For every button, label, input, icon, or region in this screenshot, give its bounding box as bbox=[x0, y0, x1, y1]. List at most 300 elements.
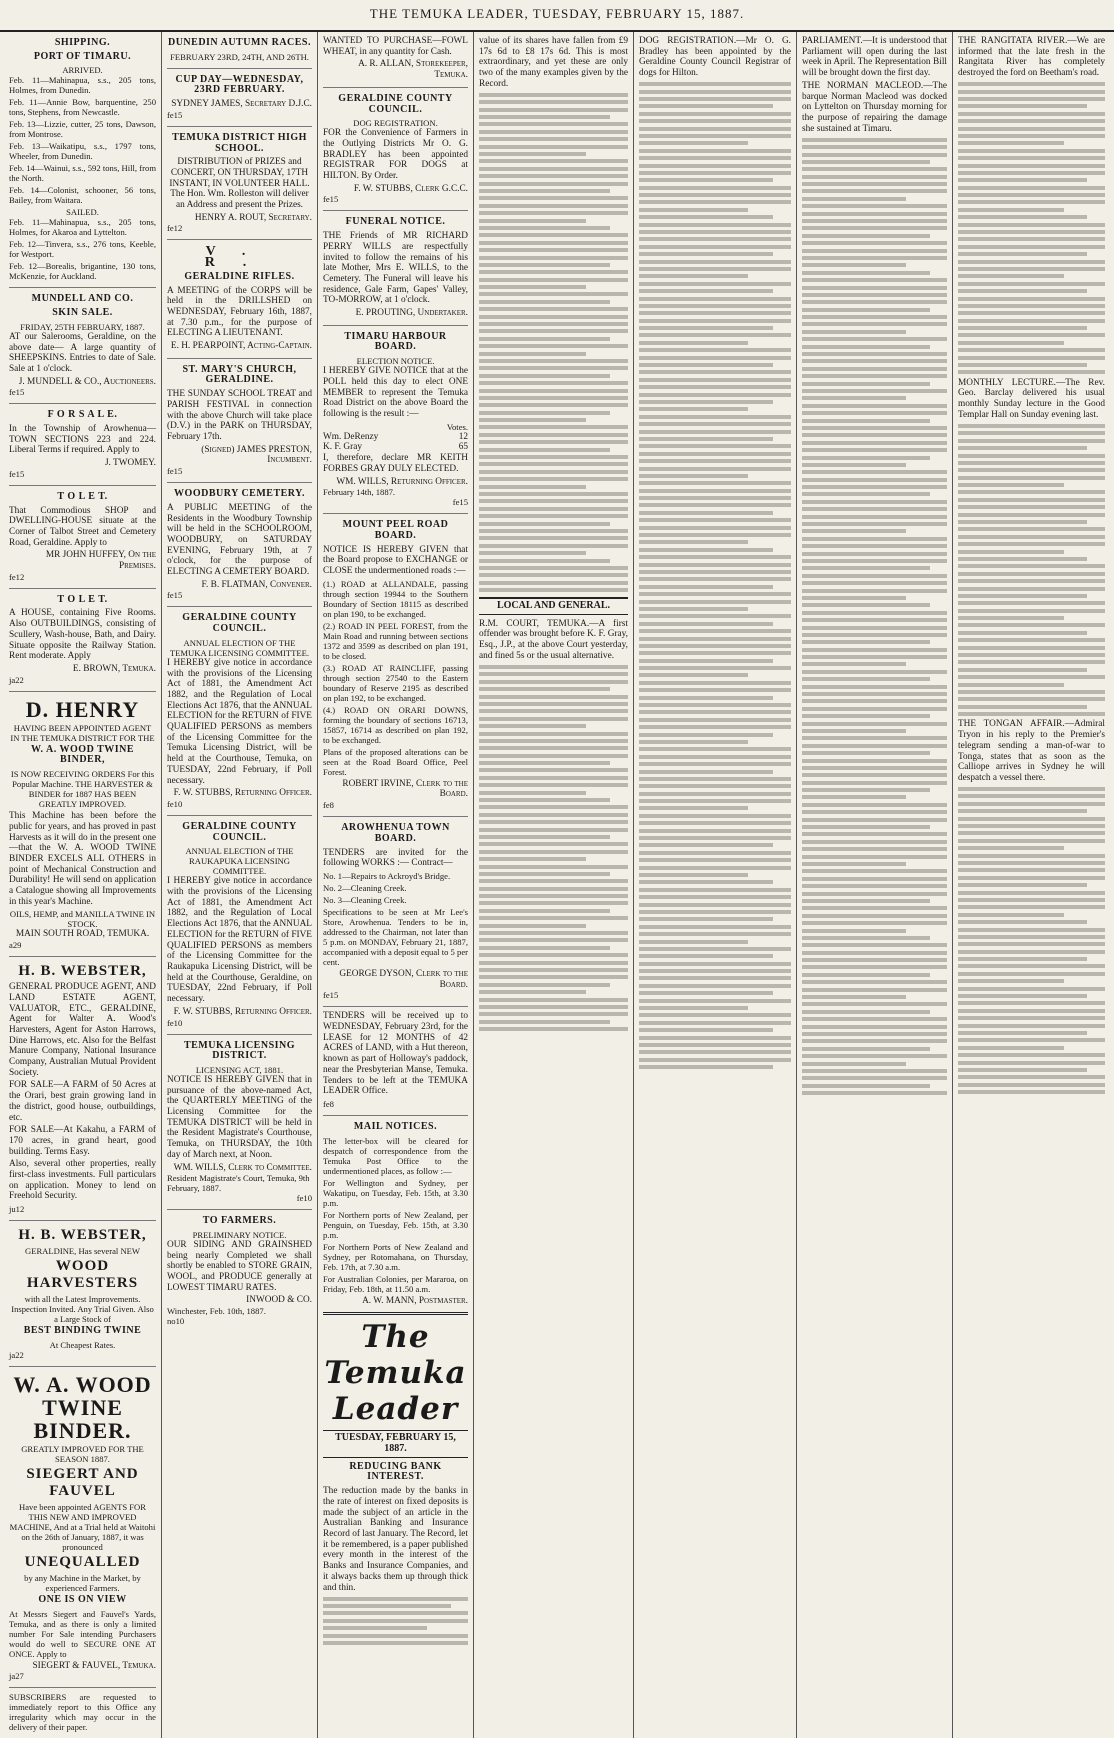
text-line bbox=[479, 122, 628, 126]
text-line bbox=[958, 601, 1105, 605]
licensing-ad bbox=[167, 1034, 312, 1204]
text-line bbox=[958, 527, 1105, 531]
text-line bbox=[639, 511, 773, 515]
text-line bbox=[958, 935, 1105, 939]
text-line bbox=[479, 219, 586, 223]
for-sale-heading: F O R S A L E. bbox=[47, 409, 118, 421]
woodbury-ref: fe15 bbox=[167, 590, 183, 601]
text-line bbox=[802, 781, 947, 785]
text-line bbox=[802, 648, 947, 652]
text-line bbox=[958, 623, 1105, 627]
text-line bbox=[479, 798, 610, 802]
text-line bbox=[802, 980, 947, 984]
text-line bbox=[479, 152, 586, 156]
text-line bbox=[802, 958, 947, 962]
skin-sale-ad bbox=[9, 287, 156, 397]
text-line bbox=[802, 404, 947, 408]
text-line bbox=[639, 200, 791, 204]
text-line bbox=[639, 215, 773, 219]
text-line bbox=[639, 984, 791, 988]
text-line bbox=[958, 898, 1105, 902]
text-line bbox=[639, 1028, 773, 1032]
text-lines bbox=[958, 82, 1105, 374]
text-line bbox=[802, 426, 947, 430]
text-line bbox=[958, 1046, 1064, 1050]
text-line bbox=[479, 709, 628, 713]
text-line bbox=[639, 97, 791, 101]
text-line bbox=[958, 1075, 1105, 1079]
wanted-ad bbox=[323, 36, 468, 81]
text-line bbox=[958, 631, 1087, 635]
henry-product: W. A. WOOD TWINE BINDER, bbox=[30, 743, 135, 766]
gcc2-body: I HEREBY give notice in accordance with the provisions of the Licensing Act of 1881, the Amendment Act 1882, and the Regulation of Local Elections Act 1876, that the ANNUAL ELECTION for the RETURN of FIVE QUALIFIED PERSONS as members of the Licensing Committee for the Raukapuka Licensing District, will be held at the Courthouse, Geraldine, on TUESDAY, 22nd February, if Poll necessary. bbox=[167, 876, 312, 1005]
text-line bbox=[639, 141, 748, 145]
text-line bbox=[802, 138, 947, 142]
text-line bbox=[479, 983, 610, 987]
text-line bbox=[802, 884, 947, 888]
text-line bbox=[639, 267, 791, 271]
text-line bbox=[479, 857, 586, 861]
skin-sale-body: AT our Salerooms, Geraldine, on the above date— A large quantity of SHEEPSKINS. Entries to date of Sale. Sale at 1 o'clock. bbox=[9, 331, 156, 374]
text-line bbox=[479, 233, 628, 237]
cheapest-rates: At Cheapest Rates. bbox=[49, 1339, 116, 1350]
text-line bbox=[639, 880, 773, 884]
school-body: DISTRIBUTION of PRIZES and CONCERT, ON THURSDAY, 17TH INSTANT, IN VOLUNTEER HALL. The Hon. Wm. Rolleston will deliver an Address and present the Prizes. bbox=[169, 157, 310, 211]
henry-name: D. HENRY bbox=[25, 696, 140, 722]
text-line bbox=[323, 1641, 468, 1645]
text-line bbox=[639, 333, 791, 337]
text-line bbox=[802, 626, 947, 630]
webster-sub-2: GERALDINE, Has several NEW bbox=[24, 1246, 141, 1257]
woodbury-signature: F. B. FLATMAN, Convener. bbox=[201, 579, 312, 590]
text-line bbox=[802, 522, 947, 526]
licensing-ref: fe10 bbox=[296, 1193, 312, 1204]
text-line bbox=[802, 818, 947, 822]
text-line bbox=[958, 942, 1105, 946]
text-line bbox=[958, 653, 1105, 657]
races-heading: DUNEDIN AUTUMN RACES. bbox=[167, 37, 311, 48]
text-line bbox=[479, 665, 628, 669]
text-line bbox=[479, 887, 628, 891]
rifles-ad bbox=[167, 239, 312, 351]
gcc-heading: GERALDINE COUNTY COUNCIL. bbox=[182, 612, 297, 635]
text-line bbox=[802, 433, 947, 437]
text-line bbox=[479, 573, 628, 577]
text-line bbox=[958, 171, 1105, 175]
port-heading: PORT OF TIMARU. bbox=[33, 50, 132, 62]
text-line bbox=[479, 241, 628, 245]
to-let-ref: fe12 bbox=[9, 571, 25, 582]
text-line bbox=[802, 515, 947, 519]
text-line bbox=[958, 1038, 1105, 1042]
text-line bbox=[479, 813, 628, 817]
text-line bbox=[479, 477, 628, 481]
mail-item: For Australian Colonies, per Mararoa, on Friday, Feb. 18th, at 11.50 a.m. bbox=[323, 1273, 468, 1294]
text-line bbox=[958, 200, 1105, 204]
text-line bbox=[958, 90, 1105, 94]
text-line bbox=[639, 940, 748, 944]
text-line bbox=[639, 112, 791, 116]
wood-binder-title: W. A. WOOD TWINE BINDER. bbox=[13, 1371, 152, 1443]
text-line bbox=[802, 869, 947, 873]
local-general-heading: LOCAL AND GENERAL. bbox=[479, 597, 628, 615]
text-line bbox=[479, 536, 628, 540]
text-line bbox=[479, 344, 628, 348]
shipping-heading: SHIPPING. bbox=[54, 37, 111, 48]
siegert-signature: SIEGERT & FAUVEL, Temuka. bbox=[32, 1660, 156, 1671]
text-line bbox=[639, 297, 791, 301]
text-line bbox=[639, 393, 791, 397]
henry-address: MAIN SOUTH ROAD, TEMUKA. bbox=[15, 929, 150, 940]
races-ad bbox=[167, 38, 312, 62]
henry-body-2: IS NOW RECEIVING ORDERS For this Popular Machine. THE HARVESTER & BINDER for 1887 HAS BEEN GREATLY IMPROVED. bbox=[10, 769, 155, 810]
to-let-signature: MR JOHN HUFFEY, On the Premises. bbox=[45, 550, 156, 572]
dog-heading: GERALDINE COUNTY COUNCIL. bbox=[338, 92, 453, 115]
text-line bbox=[479, 946, 610, 950]
subscribers-body: SUBSCRIBERS are requested to immediately report to this Office any irregularity which may occur in the delivery of their paper. bbox=[9, 1692, 156, 1733]
text-line bbox=[639, 164, 791, 168]
subscribers-note bbox=[9, 1687, 156, 1732]
text-line bbox=[958, 994, 1087, 998]
text-line bbox=[479, 366, 628, 370]
text-line bbox=[639, 208, 748, 212]
text-line bbox=[958, 289, 1087, 293]
text-line bbox=[479, 418, 586, 422]
arrival-item: Feb. 14—Wainui, s.s., 592 tons, Hill, from the North. bbox=[9, 163, 156, 184]
text-line bbox=[479, 403, 628, 407]
text-line bbox=[958, 348, 1105, 352]
text-line bbox=[479, 270, 628, 274]
text-line bbox=[479, 159, 628, 163]
text-line bbox=[958, 668, 1087, 672]
text-line bbox=[802, 1010, 930, 1014]
text-line bbox=[639, 1006, 748, 1010]
for-sale-body: In the Township of Arowhenua—TOWN SECTIONS 223 and 224. Liberal Terms if required. Apply to bbox=[9, 424, 156, 456]
text-line bbox=[639, 637, 791, 641]
text-line bbox=[802, 988, 947, 992]
text-line bbox=[479, 248, 628, 252]
text-line bbox=[802, 906, 947, 910]
text-line bbox=[479, 285, 586, 289]
text-line bbox=[479, 961, 628, 965]
text-line bbox=[802, 685, 947, 689]
text-line bbox=[479, 1020, 610, 1024]
text-line bbox=[958, 854, 1105, 858]
text-line bbox=[802, 552, 947, 556]
webster-ad-2 bbox=[9, 1220, 156, 1360]
text-line bbox=[479, 307, 628, 311]
text-line bbox=[639, 459, 791, 463]
arowhenua-tail: Specifications to be seen at Mr Lee's Store, Arowhenua. Tenders to be in, addressed to the Chairman, not later than 5 p.m. on MONDAY, February 21, 1887, accompanied with a deposit equal to 5 per cent. bbox=[323, 906, 468, 967]
farmers-signature: INWOOD & CO. bbox=[246, 1295, 312, 1306]
text-line bbox=[802, 810, 947, 814]
cup-heading: CUP DAY—WEDNESDAY, 23RD FEBRUARY. bbox=[175, 73, 304, 96]
text-line bbox=[639, 666, 791, 670]
text-line bbox=[639, 430, 791, 434]
text-line bbox=[958, 905, 1105, 909]
text-line bbox=[802, 507, 947, 511]
text-line bbox=[639, 260, 791, 264]
text-line bbox=[479, 440, 628, 444]
editorial bbox=[323, 1462, 468, 1645]
text-line bbox=[479, 322, 628, 326]
text-line bbox=[802, 759, 947, 763]
text-line bbox=[479, 894, 628, 898]
text-line bbox=[802, 337, 947, 341]
text-line bbox=[479, 990, 586, 994]
text-line bbox=[958, 446, 1087, 450]
text-line bbox=[958, 1001, 1105, 1005]
text-line bbox=[479, 776, 628, 780]
mail-item: For Wellington and Sydney, per Wakatipu, on Tuesday, Feb. 15th, at 3.30 p.m. bbox=[323, 1177, 468, 1208]
text-line bbox=[639, 622, 773, 626]
text-line bbox=[639, 673, 748, 677]
text-line bbox=[802, 633, 947, 637]
siegert-name: SIEGERT AND FAUVEL bbox=[26, 1465, 139, 1499]
text-line bbox=[958, 1068, 1087, 1072]
text-line bbox=[802, 1091, 947, 1095]
newspaper-columns bbox=[4, 32, 1110, 1733]
harbour-ad bbox=[323, 325, 468, 507]
text-line bbox=[802, 492, 930, 496]
siegert-ref: ja27 bbox=[9, 1671, 24, 1682]
text-lines bbox=[802, 138, 947, 1095]
text-line bbox=[802, 500, 947, 504]
school-ad bbox=[167, 126, 312, 234]
to-let-body: That Commodious SHOP and DWELLING-HOUSE situate at the Corner of Talbot Street and Cemetery Road, Geraldine. Apply to bbox=[9, 505, 156, 548]
text-line bbox=[639, 481, 791, 485]
text-line bbox=[958, 439, 1105, 443]
text-line bbox=[479, 820, 628, 824]
text-line bbox=[802, 951, 947, 955]
text-line bbox=[802, 943, 947, 947]
webster-sale-1: FOR SALE—A FARM of 50 Acres at the Orari, best grain growing land in the district, good house, outbuildings, etc. bbox=[9, 1080, 156, 1123]
text-line bbox=[639, 149, 791, 153]
text-line bbox=[479, 754, 628, 758]
paper-date: TUESDAY, FEBRUARY 15, 1887. bbox=[323, 1430, 468, 1457]
dog-body: FOR the Convenience of Farmers in the Outlying Districts Mr O. G. BRADLEY has been appointed REGISTRAR FOR DOGS at HILTON. By Order. bbox=[323, 128, 468, 182]
text-line bbox=[479, 724, 586, 728]
text-line bbox=[958, 891, 1105, 895]
arowhenua-ad bbox=[323, 816, 468, 1000]
text-line bbox=[639, 762, 791, 766]
text-line bbox=[802, 234, 930, 238]
text-line bbox=[802, 463, 906, 467]
text-line bbox=[639, 703, 791, 707]
siegert-body: Have been appointed AGENTS FOR THIS NEW AND IMPROVED MACHINE, And at a Trial held at Waitohi on the 26th of January, 1887, it was pronounced bbox=[9, 1501, 156, 1552]
mundell-name: MUNDELL AND CO. bbox=[31, 293, 134, 305]
text-line bbox=[802, 197, 906, 201]
text-line bbox=[802, 729, 906, 733]
for-sale-ad bbox=[9, 403, 156, 479]
text-line bbox=[639, 252, 773, 256]
text-line bbox=[479, 909, 610, 913]
text-line bbox=[639, 976, 791, 980]
text-line bbox=[639, 415, 791, 419]
text-line bbox=[639, 496, 791, 500]
text-line bbox=[639, 873, 748, 877]
shipping-block bbox=[9, 38, 156, 281]
text-line bbox=[479, 924, 586, 928]
text-line bbox=[958, 824, 1105, 828]
text-line bbox=[802, 744, 947, 748]
wanted-signature: A. R. ALLAN, Storekeeper, Temuka. bbox=[358, 59, 468, 81]
text-line bbox=[958, 839, 1105, 843]
text-line bbox=[479, 581, 628, 585]
text-line bbox=[958, 594, 1087, 598]
peel-item: (4.) ROAD ON ORARI DOWNS, forming the boundary of sections 16713, 15857, 16714 as described on plan 192, to be exchanged. bbox=[323, 704, 468, 745]
text-line bbox=[958, 712, 1105, 716]
siegert-body-3: At Messrs Siegert and Fauvel's Yards, Temuka, and as there is only a limited number For Sale intending Purchasers would do well to SECURE ONE AT ONCE. Apply to bbox=[9, 1608, 156, 1659]
text-line bbox=[479, 1012, 628, 1016]
text-line bbox=[479, 702, 628, 706]
text-line bbox=[479, 396, 628, 400]
text-line bbox=[802, 175, 947, 179]
text-line bbox=[639, 400, 773, 404]
text-line bbox=[802, 470, 947, 474]
text-line bbox=[479, 462, 628, 466]
text-line bbox=[958, 920, 1087, 924]
masthead-title: THE TEMUKA LEADER, TUESDAY, FEBRUARY 15, 1887. bbox=[369, 6, 745, 21]
text-line bbox=[958, 252, 1087, 256]
wanted-body: WANTED TO PURCHASE—FOWL WHEAT, in any quantity for Cash. bbox=[323, 36, 468, 57]
text-line bbox=[639, 1058, 791, 1062]
text-line bbox=[479, 931, 628, 935]
text-line bbox=[639, 385, 791, 389]
text-line bbox=[958, 141, 1064, 145]
text-line bbox=[958, 660, 1105, 664]
siegert-body-2: by any Machine in the Market, by experienced Farmers. bbox=[24, 1572, 141, 1593]
text-line bbox=[958, 498, 1105, 502]
text-line bbox=[802, 345, 930, 349]
text-line bbox=[802, 855, 947, 859]
text-line bbox=[479, 746, 628, 750]
text-lines bbox=[479, 665, 628, 1031]
harbour-signature: WM. WILLS, Returning Officer. bbox=[336, 476, 468, 487]
text-line bbox=[802, 596, 906, 600]
text-line bbox=[479, 835, 610, 839]
text-line bbox=[639, 82, 791, 86]
mail-item: For Northern Ports of New Zealand and Sydney, per Rotomahana, on Thursday, Feb. 17th, at 7.30 a.m. bbox=[323, 1241, 468, 1272]
text-line bbox=[479, 842, 628, 846]
text-line bbox=[639, 836, 791, 840]
text-line bbox=[958, 468, 1105, 472]
text-line bbox=[639, 548, 773, 552]
to-let-heading-2: T O L E T. bbox=[57, 593, 108, 605]
text-line bbox=[802, 618, 947, 622]
text-line bbox=[958, 587, 1105, 591]
text-line bbox=[958, 817, 1105, 821]
text-line bbox=[479, 732, 628, 736]
text-line bbox=[639, 570, 791, 574]
to-let-heading: T O L E T. bbox=[57, 490, 108, 502]
gcc-ref: fe10 bbox=[167, 798, 183, 809]
text-line bbox=[479, 145, 628, 149]
text-line bbox=[479, 938, 628, 942]
text-line bbox=[958, 964, 1105, 968]
text-line bbox=[802, 278, 947, 282]
licensing-body: NOTICE IS HEREBY GIVEN that in pursuance of the above-named Act, the QUARTERLY MEETING of the Licensing Committee for the TEMUKA DISTRICT will be held in the Resident Magistrate's Courthouse, Temuka, on THURSDAY, the 10th day of March next, at Noon. bbox=[167, 1074, 312, 1160]
binding-twine: BEST BINDING TWINE bbox=[23, 1325, 142, 1337]
text-line bbox=[802, 677, 930, 681]
text-line bbox=[639, 282, 791, 286]
harbour-ref: fe15 bbox=[452, 497, 468, 508]
text-line bbox=[802, 300, 947, 304]
text-line bbox=[958, 1061, 1105, 1065]
text-line bbox=[802, 1017, 947, 1021]
school-ref: fe12 bbox=[167, 223, 183, 234]
text-line bbox=[479, 828, 628, 832]
rifles-body: A MEETING of the CORPS will be held in the DRILLSHED on WEDNESDAY, February 16th, 1887, at 7.30 p.m., for the purpose of ELECTING A LIEUTENANT. bbox=[167, 285, 312, 339]
farmers-body: OUR SIDING AND GRAINSHED being nearly Completed we shall shortly be enabled to STORE GRAIN, WOOL, and PRODUCE generally at LOWEST TIMARU RATES. bbox=[167, 1239, 312, 1293]
text-line bbox=[479, 182, 628, 186]
text-line bbox=[639, 659, 773, 663]
text-line bbox=[479, 278, 628, 282]
local-item: R.M. COURT, TEMUKA.—A first offender was brought before K. F. Gray, Esq., J.P., at the above Court yesterday, and fined 5s or the usual alternative. bbox=[479, 618, 628, 661]
text-line bbox=[639, 178, 773, 182]
text-line bbox=[802, 803, 947, 807]
text-line bbox=[958, 245, 1105, 249]
text-line bbox=[958, 987, 1105, 991]
text-line bbox=[639, 895, 791, 899]
harbour-date: February 14th, 1887. bbox=[323, 487, 396, 498]
text-line bbox=[958, 134, 1105, 138]
text-line bbox=[639, 821, 791, 825]
text-line bbox=[639, 688, 791, 692]
henry-ad bbox=[9, 691, 156, 950]
arrival-item: Feb. 13—Lizzie, cutter, 25 tons, Dawson, from Montrose. bbox=[9, 119, 156, 140]
peel-signature: ROBERT IRVINE, Clerk to the Board. bbox=[342, 778, 468, 800]
text-line bbox=[639, 814, 791, 818]
harbour-votes-heading: Votes. bbox=[446, 421, 468, 432]
text-line bbox=[639, 348, 791, 352]
text-line bbox=[802, 382, 930, 386]
text-line bbox=[802, 766, 947, 770]
text-line bbox=[639, 563, 791, 567]
text-line bbox=[958, 1024, 1105, 1028]
text-line bbox=[958, 513, 1105, 517]
text-line bbox=[802, 662, 906, 666]
text-line bbox=[802, 655, 947, 659]
text-line bbox=[479, 211, 628, 215]
farmers-ad bbox=[167, 1209, 312, 1326]
text-line bbox=[479, 901, 628, 905]
text-line bbox=[479, 865, 628, 869]
webster-body: GENERAL PRODUCE AGENT, AND LAND ESTATE AGENT, VALUATOR, ETC., GERALDINE, Agent for Walter A. Wood's Harvesters, Agent for Aston Harrows, Dine Harrows, etc. Also for the Belfast Manure Company, National Insurance Company, Australian Mutual Provident Society. bbox=[9, 982, 156, 1078]
text-line bbox=[802, 537, 947, 541]
text-line bbox=[479, 263, 610, 267]
text-line bbox=[802, 293, 947, 297]
woodbury-body: A PUBLIC MEETING of the Residents in the Woodbury Township will be held in the SCHOOLROOM, WOODBURY, on SATURDAY EVENING, February 19th, at 7 o'clock, for the purpose of ELECTING A CEMETERY BOARD. bbox=[167, 502, 312, 578]
rangitata-item: THE RANGITATA RIVER.—We are informed that the late fresh in the Rangitata River has completely destroyed the ford on Beetham's road. bbox=[958, 36, 1105, 79]
text-line bbox=[958, 1009, 1105, 1013]
text-line bbox=[639, 526, 791, 530]
text-line bbox=[958, 950, 1105, 954]
text-line bbox=[802, 929, 906, 933]
text-line bbox=[479, 998, 628, 1002]
sailing-item: Feb. 12—Borealis, brigantine, 130 tons, McKenzie, for Auckland. bbox=[9, 261, 156, 282]
webster-ad bbox=[9, 956, 156, 1214]
webster-name-2: H. B. WEBSTER, bbox=[18, 1227, 147, 1244]
text-line bbox=[802, 921, 947, 925]
text-line bbox=[479, 137, 628, 141]
text-lines bbox=[958, 424, 1105, 716]
text-line bbox=[639, 452, 791, 456]
text-line bbox=[802, 529, 906, 533]
text-line bbox=[802, 396, 906, 400]
text-line bbox=[802, 1002, 947, 1006]
text-line bbox=[479, 381, 628, 385]
